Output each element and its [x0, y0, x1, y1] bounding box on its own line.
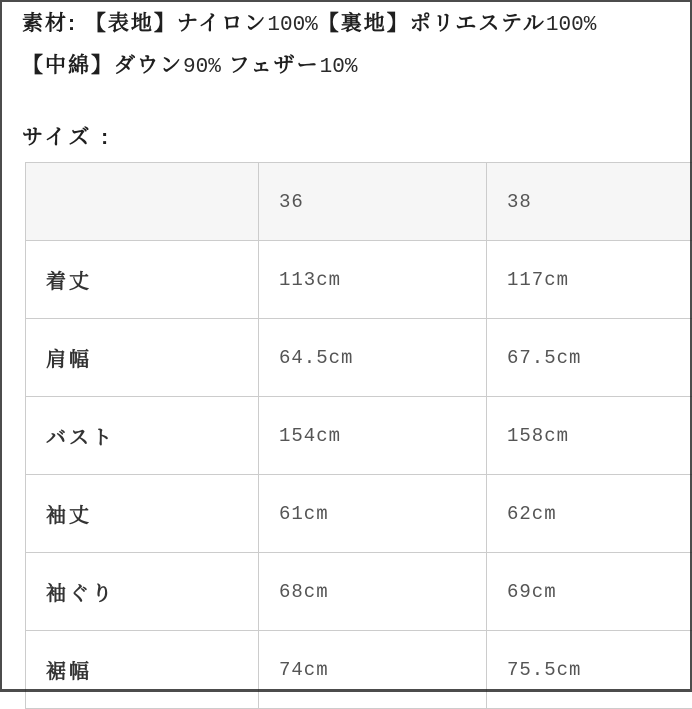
material-text-segment: 【裏地】ポリエステル: [318, 12, 546, 35]
size-value: 154cm: [259, 397, 487, 475]
column-header-blank: [26, 163, 259, 241]
size-value: 75.5cm: [487, 631, 692, 709]
row-label: 肩幅: [26, 319, 259, 397]
size-value: 117cm: [487, 241, 692, 319]
size-value: 61cm: [259, 475, 487, 553]
row-label: 着丈: [26, 241, 259, 319]
table-row: [26, 475, 692, 553]
material-line: [22, 4, 692, 46]
size-heading: サイズ :: [22, 121, 692, 151]
row-label: 袖ぐり: [26, 553, 259, 631]
product-description: [22, 4, 692, 151]
table-row: [26, 631, 692, 709]
size-value: 68cm: [259, 553, 487, 631]
material-text-segment: 【中綿】ダウン: [22, 54, 183, 77]
row-label: バスト: [26, 397, 259, 475]
material-text-segment: 100%: [546, 14, 596, 37]
size-value: 113cm: [259, 241, 487, 319]
row-label: 裾幅: [26, 631, 259, 709]
material-text-segment: フェザー: [221, 54, 320, 77]
material-text-segment: 10%: [320, 56, 358, 79]
material-text-segment: 素材: 【表地】ナイロン: [22, 12, 267, 35]
size-value: 64.5cm: [259, 319, 487, 397]
table-row: [26, 319, 692, 397]
column-header-size: 38: [487, 163, 692, 241]
row-label: 袖丈: [26, 475, 259, 553]
material-text-segment: 100%: [267, 14, 317, 37]
material-text-segment: 90%: [183, 56, 221, 79]
size-value: 158cm: [487, 397, 692, 475]
table-row: [26, 241, 692, 319]
material-block: [22, 4, 692, 88]
size-table-body: [26, 241, 692, 709]
table-row: [26, 553, 692, 631]
size-value: 69cm: [487, 553, 692, 631]
table-row: [26, 397, 692, 475]
size-value: 74cm: [259, 631, 487, 709]
column-header-size: 36: [259, 163, 487, 241]
size-value: 62cm: [487, 475, 692, 553]
size-table: [25, 162, 692, 709]
size-value: 67.5cm: [487, 319, 692, 397]
table-header-row: [26, 163, 692, 241]
material-line: [22, 46, 692, 88]
